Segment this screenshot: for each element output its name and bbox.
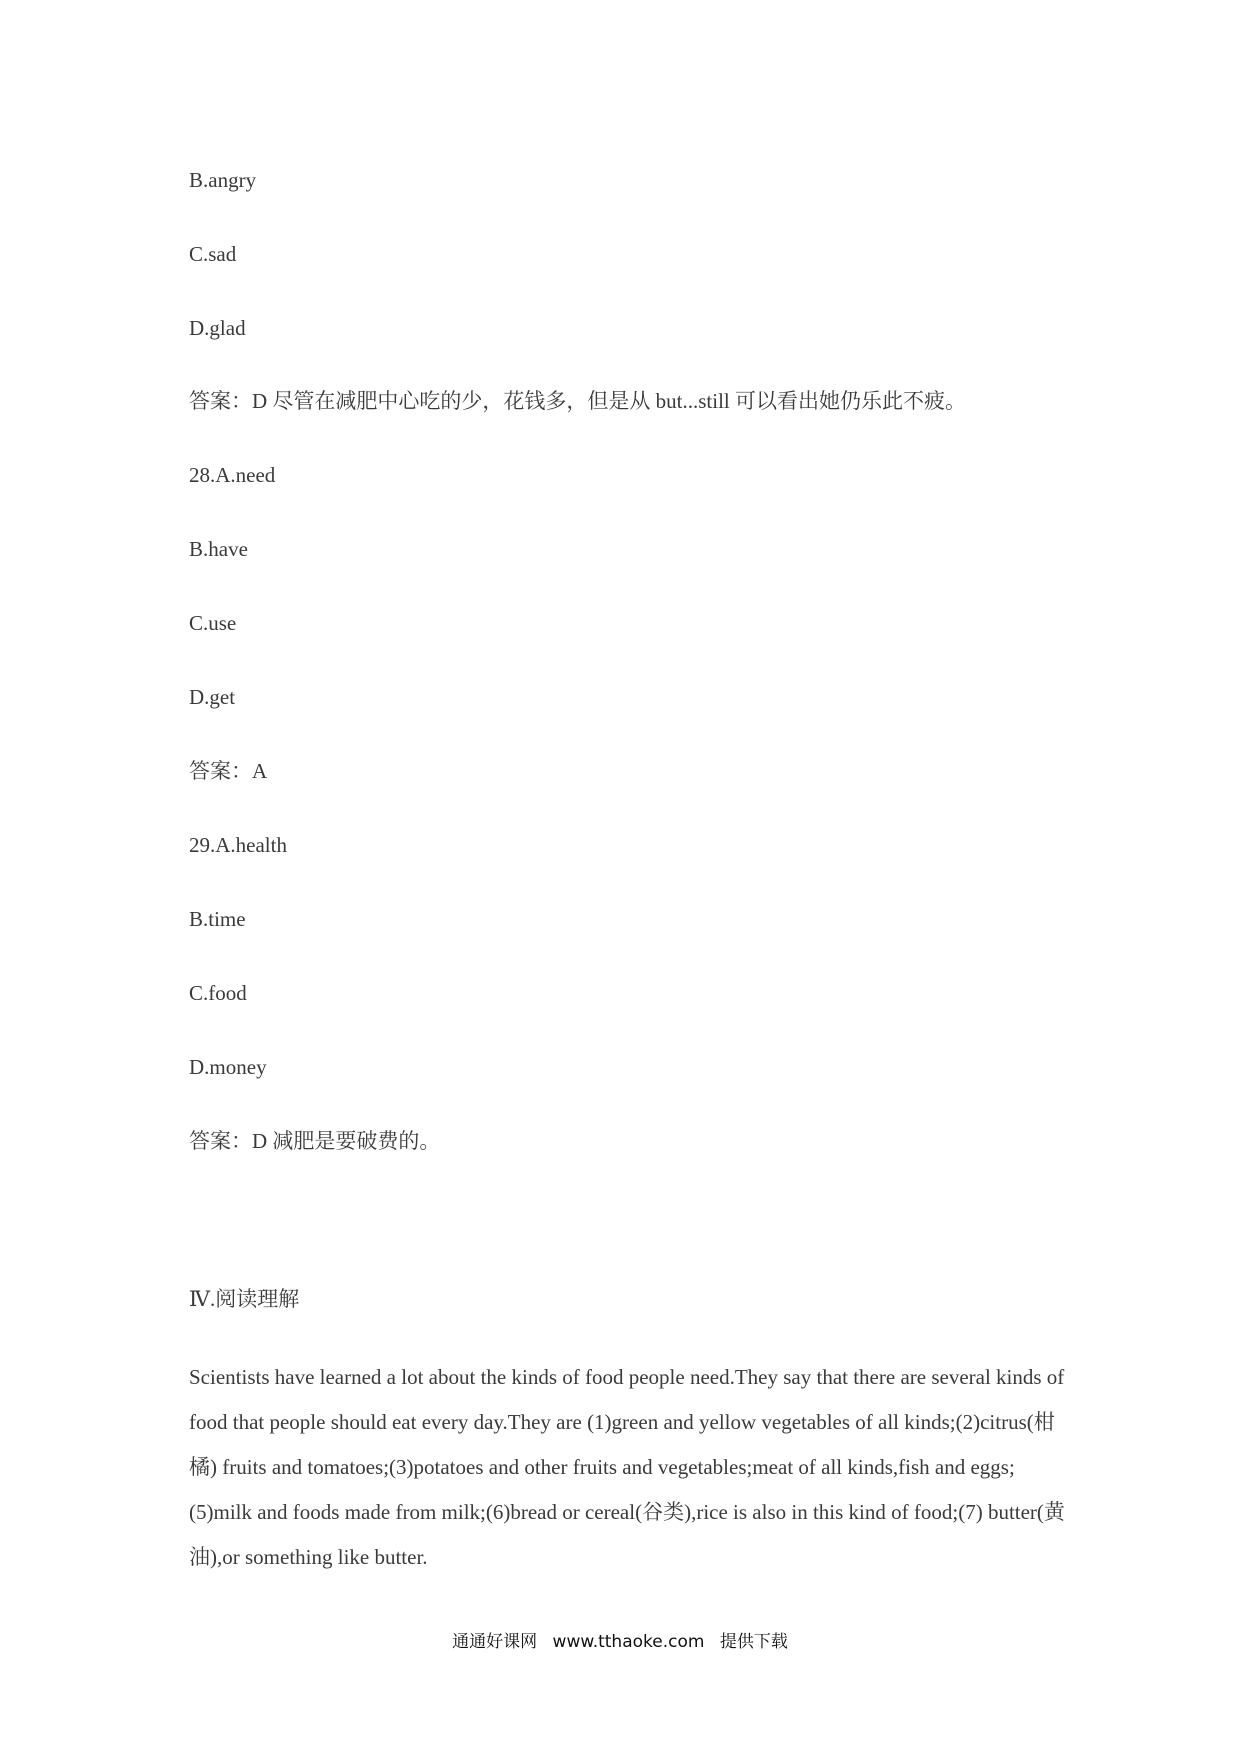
option-d-glad: D.glad	[189, 316, 246, 340]
footer-suffix: 提供下载	[719, 1632, 788, 1652]
question-28-option-b: B.have	[189, 537, 248, 561]
question-28-option-c: C.use	[189, 611, 237, 635]
footer-url[interactable]: www.tthaoke.com	[552, 1632, 705, 1652]
answer-28: 答案：A	[189, 759, 268, 783]
page-footer	[0, 1630, 1240, 1654]
option-c-sad: C.sad	[189, 242, 237, 266]
answer-27: 答案：D 尽管在减肥中心吃的少，花钱多，但是从 but...still 可以看出她仍乐此不疲。	[189, 389, 967, 413]
question-28-option-a: 28.A.need	[189, 463, 276, 487]
option-b-angry: B.angry	[189, 168, 257, 192]
question-29-option-a: 29.A.health	[189, 833, 287, 857]
question-29-option-d: D.money	[189, 1055, 267, 1079]
reading-passage: Scientists have learned a lot about the kinds of food people need.They say that there are several kinds of food that people should eat every day.They are (1)green and yellow vegetables of all kinds;(2)citrus(柑橘) fruits and tomatoes;(3)potatoes and other fruits and vegetables;meat of all kinds,fish and eggs;(5)milk and foods made from milk;(6)bread or cereal(谷类),rice is also in this kind of food;(7) butter(黄油),or something like butter.	[189, 1365, 1065, 1569]
answer-29: 答案：D 减肥是要破费的。	[189, 1129, 441, 1153]
question-28-option-d: D.get	[189, 685, 236, 709]
question-29-option-c: C.food	[189, 981, 247, 1005]
footer-site-name: 通通好课网	[452, 1632, 538, 1652]
section-heading: Ⅳ.阅读理解	[189, 1287, 300, 1311]
question-29-option-b: B.time	[189, 907, 246, 931]
